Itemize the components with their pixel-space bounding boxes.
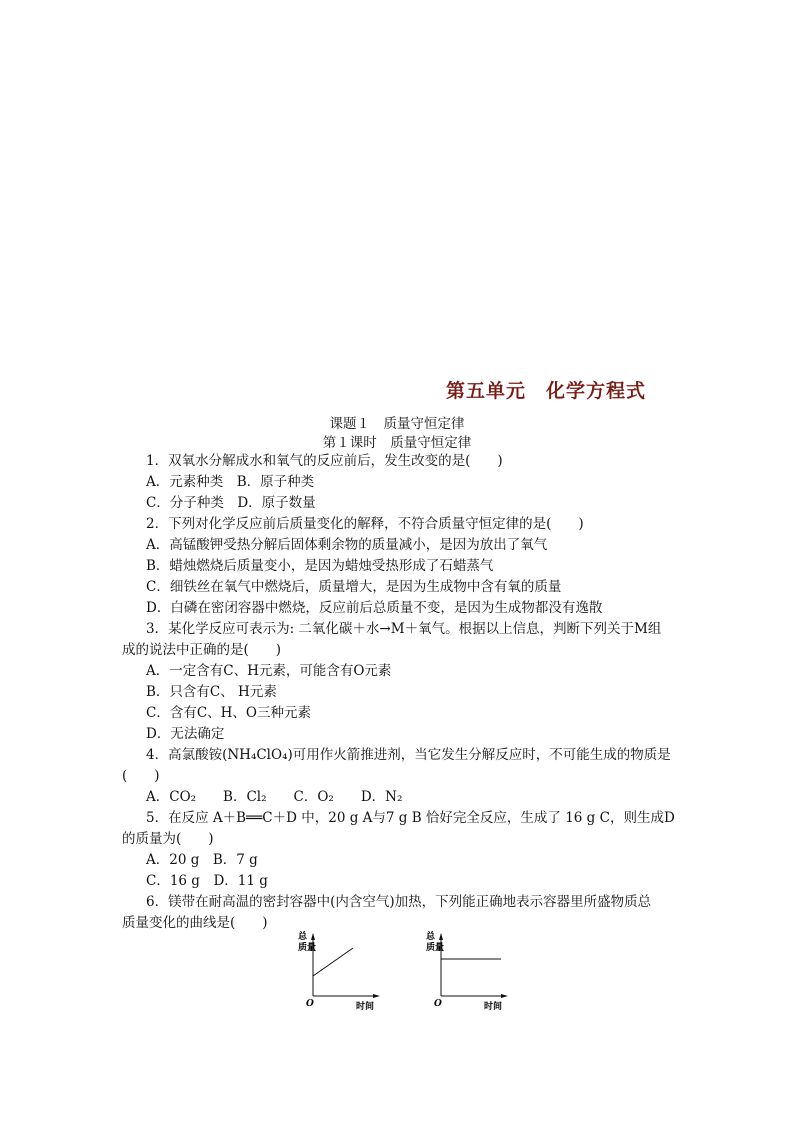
question-1-option-row: C．分子种类 D．原子数量 xyxy=(146,495,316,511)
question-2-option: A．高锰酸钾受热分解后固体剩余物的质量减小，是因为放出了氧气 xyxy=(146,537,548,553)
question-5-option-row: C．16 g D．11 g xyxy=(146,873,268,889)
question-2-option: C．细铁丝在氧气中燃烧后，质量增大，是因为生成物中含有氧的质量 xyxy=(146,579,562,595)
origin-label: O xyxy=(306,999,314,1009)
x-axis-arrow-icon xyxy=(373,994,380,998)
question-5-option-row: A．20 g B．7 g xyxy=(146,852,258,868)
question-2-option: B．蜡烛燃烧后质量变小，是因为蜡烛受热形成了石蜡蒸气 xyxy=(146,558,494,574)
graph-x-label: 时间 xyxy=(484,1002,503,1012)
question-3-option: B．只含有C、 H元素 xyxy=(146,684,277,700)
graph-y-label: 质量 xyxy=(426,943,445,953)
x-axis-arrow-icon xyxy=(501,994,508,998)
topic-title: 课题１ 质量守恒定律 xyxy=(329,416,465,432)
question-3-option: A．一定含有C、H元素，可能含有O元素 xyxy=(146,663,392,679)
unit-title: 第五单元 化学方程式 xyxy=(446,380,647,402)
question-1-stem: 1．双氧水分解成水和氧气的反应前后，发生改变的是( ) xyxy=(146,453,503,469)
question-5-stem-continued: 的质量为( ) xyxy=(122,831,214,847)
graph-mass-rising xyxy=(290,928,390,1014)
graph-y-label: 总 xyxy=(298,932,308,942)
question-4-stem: 4．高氯酸铵(NH₄ClO₄)可用作火箭推进剂，当它发生分解反应时，不可能生成的物质是 xyxy=(146,747,671,763)
graph-x-label: 时间 xyxy=(356,1002,375,1012)
question-6-stem-continued: 质量变化的曲线是( ) xyxy=(122,915,268,931)
question-3-stem: 3．某化学反应可表示为: 二氧化碳＋水→M＋氧气。根据以上信息，判断下列关于M组 xyxy=(146,621,662,637)
graph-mass-constant xyxy=(418,928,518,1014)
question-1-option-row: A．元素种类 B．原子种类 xyxy=(146,474,315,490)
question-4-stem-continued: ( ) xyxy=(122,768,160,784)
origin-label: O xyxy=(434,999,442,1009)
question-3-option: C．含有C、H、O三种元素 xyxy=(146,705,311,721)
question-6-stem: 6．镁带在耐高温的密封容器中(内含空气)加热，下列能正确地表示容器里所盛物质总 xyxy=(146,894,652,910)
graph-y-label: 质量 xyxy=(298,943,317,953)
question-3-option: D．无法确定 xyxy=(146,726,225,742)
question-3-stem-continued: 成的说法中正确的是( ) xyxy=(122,642,282,658)
mass-curve-rising xyxy=(313,948,353,976)
graph-y-label: 总 xyxy=(426,932,436,942)
question-5-stem: 5．在反应 A＋B══C＋D 中，20 g A与7 g B 恰好完全反应，生成了 16 g C，则生成D xyxy=(146,810,675,826)
question-4-option-row: A．CO₂ B．Cl₂ C．O₂ D．N₂ xyxy=(146,789,403,805)
lesson-title: 第１课时 质量守恒定律 xyxy=(322,435,472,451)
question-2-option: D．白磷在密闭容器中燃烧，反应前后总质量不变，是因为生成物都没有逸散 xyxy=(146,600,603,616)
question-2-stem: 2．下列对化学反应前后质量变化的解释，不符合质量守恒定律的是( ) xyxy=(146,516,584,532)
